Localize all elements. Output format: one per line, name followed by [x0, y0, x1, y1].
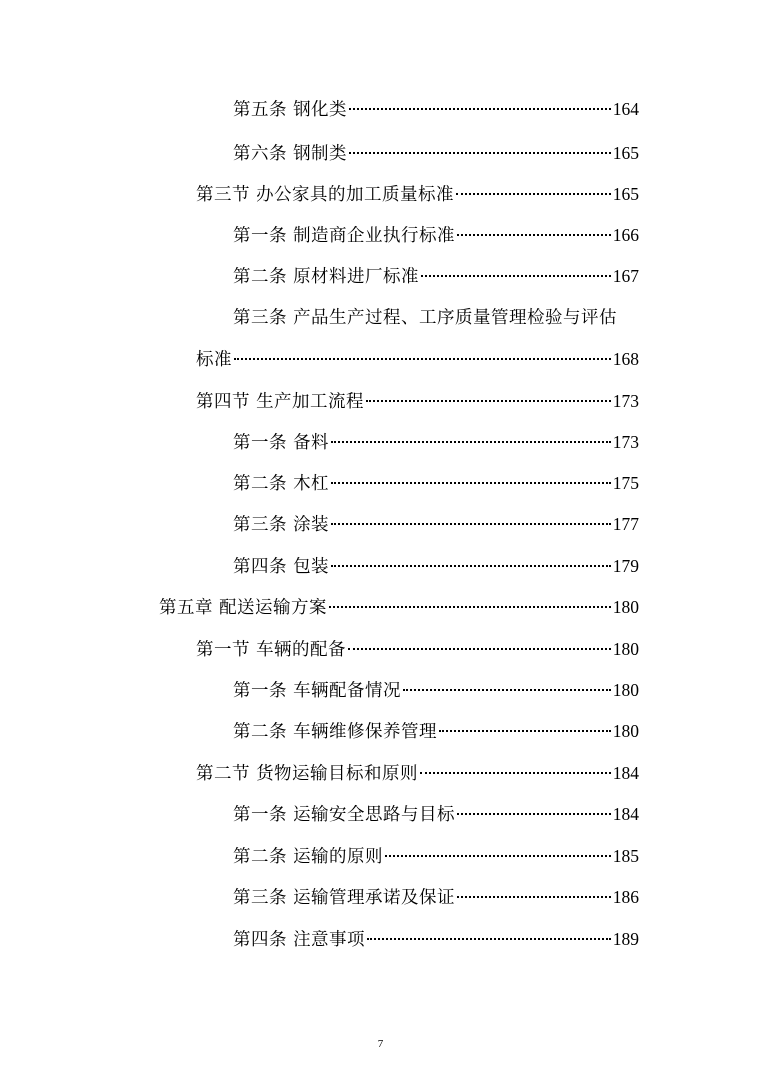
- dot-leader: [234, 358, 611, 360]
- toc-entry-label: 第一条 车辆配备情况: [233, 681, 402, 701]
- toc-entry-label[interactable]: 第三条 产品生产过程、工序质量管理检验与评估: [233, 308, 618, 328]
- dot-leader: [457, 234, 611, 236]
- toc-entry-label: 第五章 配送运输方案: [159, 598, 328, 618]
- toc-entry-page: 179: [612, 556, 639, 576]
- toc-entry[interactable]: [233, 95, 639, 123]
- dot-leader: [348, 648, 611, 650]
- dot-leader: [403, 689, 611, 691]
- page-number: 7: [377, 1038, 384, 1050]
- dot-leader: [421, 275, 611, 277]
- dot-leader: [457, 813, 611, 815]
- toc-entry-label: 第一条 制造商企业执行标准: [233, 226, 456, 246]
- dot-leader: [329, 606, 611, 608]
- toc-entry-label: 第二条 车辆维修保养管理: [233, 722, 438, 742]
- toc-entry-page: 167: [612, 266, 639, 286]
- toc-entry-page: 173: [612, 432, 639, 452]
- toc-entry[interactable]: [159, 593, 639, 621]
- dot-leader: [366, 400, 611, 402]
- toc-entry-label: 第二节 货物运输目标和原则: [196, 764, 419, 784]
- toc-entry-page: 180: [612, 721, 639, 741]
- toc-entry-page: 189: [612, 929, 639, 949]
- toc-entry[interactable]: [233, 469, 639, 497]
- toc-entry-label: 第三条 运输管理承诺及保证: [233, 888, 456, 908]
- toc-entry[interactable]: [233, 221, 639, 249]
- dot-leader: [331, 565, 611, 567]
- dot-leader: [349, 108, 611, 110]
- toc-entry-label: 第四节 生产加工流程: [196, 392, 365, 412]
- toc-entry-label: 第六条 钢制类: [233, 144, 348, 164]
- toc-entry-page: 185: [612, 846, 639, 866]
- toc-entry[interactable]: [196, 345, 639, 373]
- dot-leader: [331, 523, 611, 525]
- toc-entry-page: 184: [612, 763, 639, 783]
- toc-entry-page: 180: [612, 680, 639, 700]
- toc-entry-page: 164: [612, 99, 639, 119]
- toc-entry[interactable]: [233, 552, 639, 580]
- toc-entry-label: 第四条 注意事项: [233, 930, 366, 950]
- toc-entry[interactable]: [233, 800, 639, 828]
- dot-leader: [439, 730, 611, 732]
- toc-entry-label: 第四条 包装: [233, 557, 330, 577]
- toc-entry-page: 166: [612, 225, 639, 245]
- toc-entry[interactable]: [233, 883, 639, 911]
- toc-entry[interactable]: [233, 717, 639, 745]
- dot-leader: [367, 938, 611, 940]
- toc-entry-label: 第一条 运输安全思路与目标: [233, 805, 456, 825]
- toc-entry[interactable]: [233, 510, 639, 538]
- toc-entry[interactable]: [233, 925, 639, 953]
- toc-entry-page: 186: [612, 887, 639, 907]
- toc-entry-page: 177: [612, 514, 639, 534]
- dot-leader: [456, 193, 611, 195]
- toc-entry-label: 第二条 原材料进厂标准: [233, 267, 420, 287]
- dot-leader: [331, 441, 611, 443]
- toc-entry-label: 第三条 涂装: [233, 515, 330, 535]
- dot-leader: [331, 482, 611, 484]
- toc-entry[interactable]: [233, 676, 639, 704]
- toc-entry-label: 第一节 车辆的配备: [196, 640, 347, 660]
- toc-entry-label: 第二条 运输的原则: [233, 847, 384, 867]
- toc-entry-label: 第一条 备料: [233, 433, 330, 453]
- toc-entry-page: 165: [612, 143, 639, 163]
- toc-entry[interactable]: [196, 759, 639, 787]
- toc-entry-label: 标准: [196, 350, 232, 370]
- toc-entry-label: 第二条 木杠: [233, 474, 330, 494]
- toc-entry-page: 168: [612, 349, 639, 369]
- toc-entry-page: 173: [612, 391, 639, 411]
- toc-entry[interactable]: [233, 428, 639, 456]
- toc-entry-page: 175: [612, 473, 639, 493]
- toc-entry[interactable]: [196, 180, 639, 208]
- toc-entry-page: 165: [612, 184, 639, 204]
- toc-entry-label: 第三节 办公家具的加工质量标准: [196, 185, 455, 205]
- dot-leader: [385, 855, 611, 857]
- toc-entry[interactable]: [233, 842, 639, 870]
- toc-entry[interactable]: [196, 635, 639, 663]
- dot-leader: [420, 772, 611, 774]
- toc-entry[interactable]: [233, 139, 639, 167]
- dot-leader: [349, 152, 611, 154]
- toc-entry[interactable]: [233, 262, 639, 290]
- toc-entry-page: 180: [612, 597, 639, 617]
- toc-entry-label: 第五条 钢化类: [233, 100, 348, 120]
- dot-leader: [457, 896, 611, 898]
- toc-entry-page: 180: [612, 639, 639, 659]
- toc-entry-page: 184: [612, 804, 639, 824]
- toc-entry[interactable]: [196, 387, 639, 415]
